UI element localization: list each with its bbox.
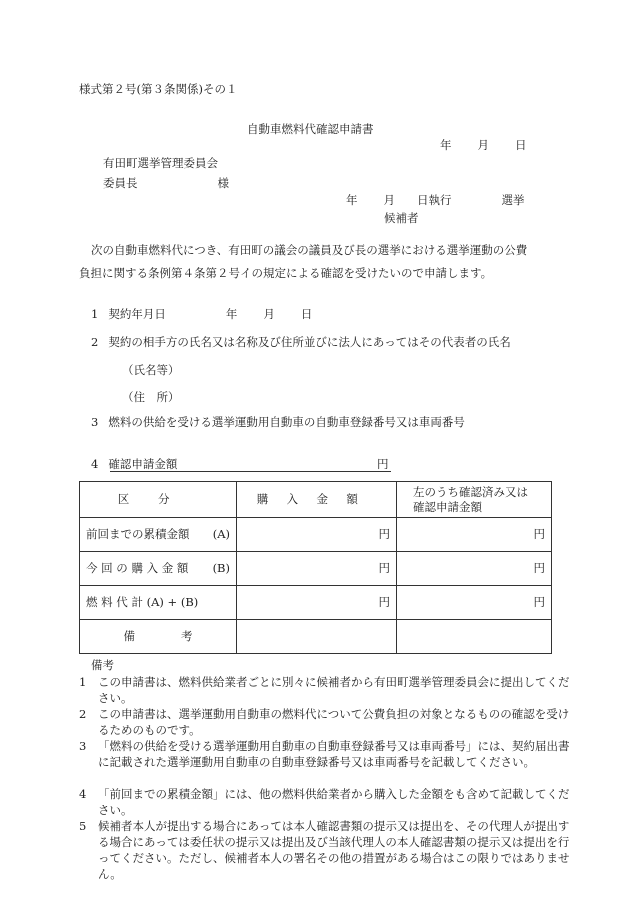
note-text: この申請書は、選挙運動用自動車の燃料代について公費負担の対象となるものの確認を受けるためのものです。 (98, 707, 570, 737)
purchase-amount-cell[interactable]: 円 (237, 518, 397, 552)
note-num: 4 (79, 787, 87, 801)
note-text: 「前回までの累積金額」には、他の燃料供給業者から購入した金額をも含めて記載してください。 (98, 787, 570, 817)
candidate-label: 候補者 (384, 211, 419, 225)
row-label: 前回までの累積金額 (86, 527, 190, 542)
amount-underline (110, 471, 391, 472)
recipient-honorific: 様 (217, 176, 229, 190)
item2-name-label: （氏名等） (122, 363, 180, 377)
item3-num: 3 (91, 415, 99, 429)
header-confirmed-line2: 確認申請金額 (413, 499, 482, 514)
header-purchase-amount: 購入金額 (237, 482, 397, 518)
note-item (79, 738, 570, 786)
item-contract-date (91, 307, 312, 321)
row-label-cell (80, 552, 237, 586)
item2-address-label: （住 所） (122, 390, 180, 404)
purchase-amount-cell[interactable]: 円 (237, 552, 397, 586)
item4-unit: 円 (377, 457, 389, 471)
item-application-amount (91, 457, 177, 471)
header-confirmed-amount (397, 482, 552, 518)
note-item (79, 818, 570, 882)
table-header-row (80, 482, 552, 518)
note-item (79, 786, 570, 818)
recipient-title-line (103, 176, 229, 190)
row-label-cell (80, 586, 237, 620)
date-year: 年 (440, 138, 452, 152)
note-num: 2 (79, 707, 87, 721)
header-confirmed-line1: 左のうち確認済み又は (413, 485, 528, 500)
item4-num: 4 (91, 457, 99, 471)
item3-label: 燃料の供給を受ける選挙運動用自動車の自動車登録番号又は車両番号 (108, 415, 465, 429)
item-counterparty (91, 335, 511, 349)
row-label: 今 回 の 購 入 金 額 (86, 561, 189, 576)
remarks-cell-2[interactable] (397, 620, 552, 654)
table-row (80, 586, 552, 620)
row-label: 燃 料 代 計 (A) + (B) (86, 595, 199, 610)
confirmed-amount-cell[interactable]: 円 (397, 518, 552, 552)
date-day: 日 (515, 138, 527, 152)
table-row (80, 552, 552, 586)
item2-num: 2 (91, 335, 99, 349)
row-tag: (A) (212, 527, 230, 542)
note-num: 5 (79, 819, 87, 833)
table-row (80, 620, 552, 654)
remarks-label-cell: 備 考 (80, 620, 237, 654)
recipient-org: 有田町選挙管理委員会 (103, 156, 218, 170)
note-num: 1 (79, 675, 87, 689)
note-text: 「燃料の供給を受ける選挙運動用自動車の自動車登録番号又は車両番号」には、契約届出書に記載された選挙運動用自動車の自動車登録番号又は車両番号を記載してください。 (98, 739, 570, 769)
item1-month: 月 (263, 307, 275, 321)
note-text: この申請書は、燃料供給業者ごとに別々に候補者から有田町選挙管理委員会に提出してください。 (98, 675, 570, 705)
table-row (80, 518, 552, 552)
notes-heading: 備考 (91, 658, 114, 672)
intro-line-2: 負担に関する条例第４条第２号イの規定による確認を受けたいので申請します。 (79, 266, 493, 280)
purchase-amount-cell[interactable]: 円 (237, 586, 397, 620)
note-text: 候補者本人が提出する場合にあっては本人確認書類の提示又は提出を、その代理人が提出する場合にあっては委任状の提示又は提出及び当該代理人の本人確認書類の提示又は提出を行ってください。ただし、候補者本人の署名その他の措置がある場合はこの限りではありません。 (98, 819, 570, 881)
item2-label: 契約の相手方の氏名又は名称及び住所並びに法人にあってはその代表者の氏名 (108, 335, 511, 349)
header-category: 区分 (80, 482, 237, 518)
fuel-cost-table (79, 481, 552, 654)
intro-line-1: 次の自動車燃料代につき、有田町の議会の議員及び長の選挙における選挙運動の公費 (91, 243, 528, 257)
item1-year: 年 (225, 307, 238, 321)
form-id: 様式第２号(第３条関係)その１ (79, 82, 238, 96)
row-label-cell (80, 518, 237, 552)
application-date (440, 138, 527, 152)
note-item (79, 706, 570, 738)
item1-day: 日 (300, 307, 313, 321)
note-num: 3 (79, 739, 87, 753)
election-day: 日執行 (417, 193, 452, 207)
item1-label: 契約年月日 (108, 307, 166, 321)
item1-num: 1 (91, 307, 99, 321)
election-line (346, 193, 525, 207)
election-year: 年 (346, 193, 358, 207)
note-item (79, 674, 570, 706)
election-type: 選挙 (501, 193, 525, 207)
election-month: 月 (383, 193, 395, 207)
remarks-cell[interactable] (237, 620, 397, 654)
item4-label: 確認申請金額 (108, 457, 178, 471)
confirmed-amount-cell[interactable]: 円 (397, 586, 552, 620)
row-tag: (B) (212, 561, 230, 576)
recipient-title: 委員長 (103, 176, 138, 190)
date-month: 月 (477, 138, 489, 152)
item-vehicle-number (91, 415, 465, 429)
confirmed-amount-cell[interactable]: 円 (397, 552, 552, 586)
document-title: 自動車燃料代確認申請書 (247, 122, 374, 136)
